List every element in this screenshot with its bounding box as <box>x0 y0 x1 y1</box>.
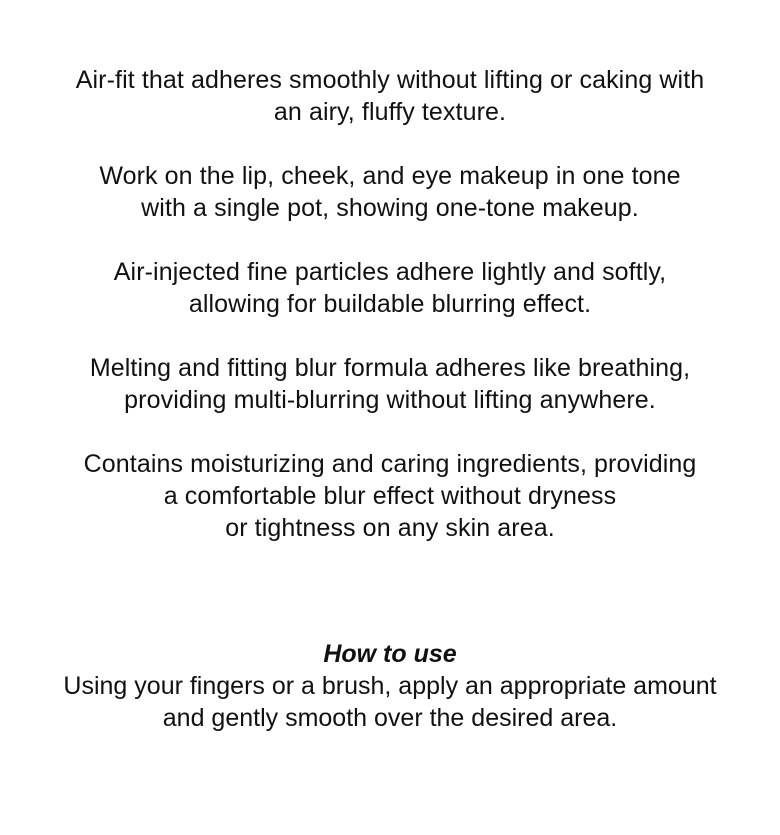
description-line: allowing for buildable blurring effect. <box>188 290 592 318</box>
description-line: Work on the lip, cheek, and eye makeup in one tone <box>99 162 681 190</box>
description-line: a comfortable blur effect without dryness <box>163 482 617 510</box>
description-line: an airy, fluffy texture. <box>273 98 507 126</box>
how-to-use-section <box>0 638 780 734</box>
product-description <box>0 64 780 576</box>
description-paragraph-moisturizing <box>0 448 780 544</box>
how-to-use-line: and gently smooth over the desired area. <box>162 704 618 732</box>
description-paragraph-blur-formula <box>0 352 780 416</box>
how-to-use-line: Using your fingers or a brush, apply an appropriate amount <box>63 672 717 700</box>
description-paragraph-one-tone <box>0 160 780 224</box>
description-line: providing multi-blurring without lifting anywhere. <box>124 386 656 414</box>
description-line: Air-fit that adheres smoothly without lifting or caking with <box>75 66 705 94</box>
description-line: with a single pot, showing one-tone makeup. <box>141 194 639 222</box>
description-line: Melting and fitting blur formula adheres like breathing, <box>89 354 691 382</box>
description-paragraph-airfit <box>0 64 780 128</box>
description-line: Contains moisturizing and caring ingredients, providing <box>83 450 697 478</box>
description-line: or tightness on any skin area. <box>225 514 555 542</box>
how-to-use-heading: How to use <box>323 640 457 668</box>
description-line: Air-injected fine particles adhere lightly and softly, <box>113 258 667 286</box>
description-paragraph-particles <box>0 256 780 320</box>
